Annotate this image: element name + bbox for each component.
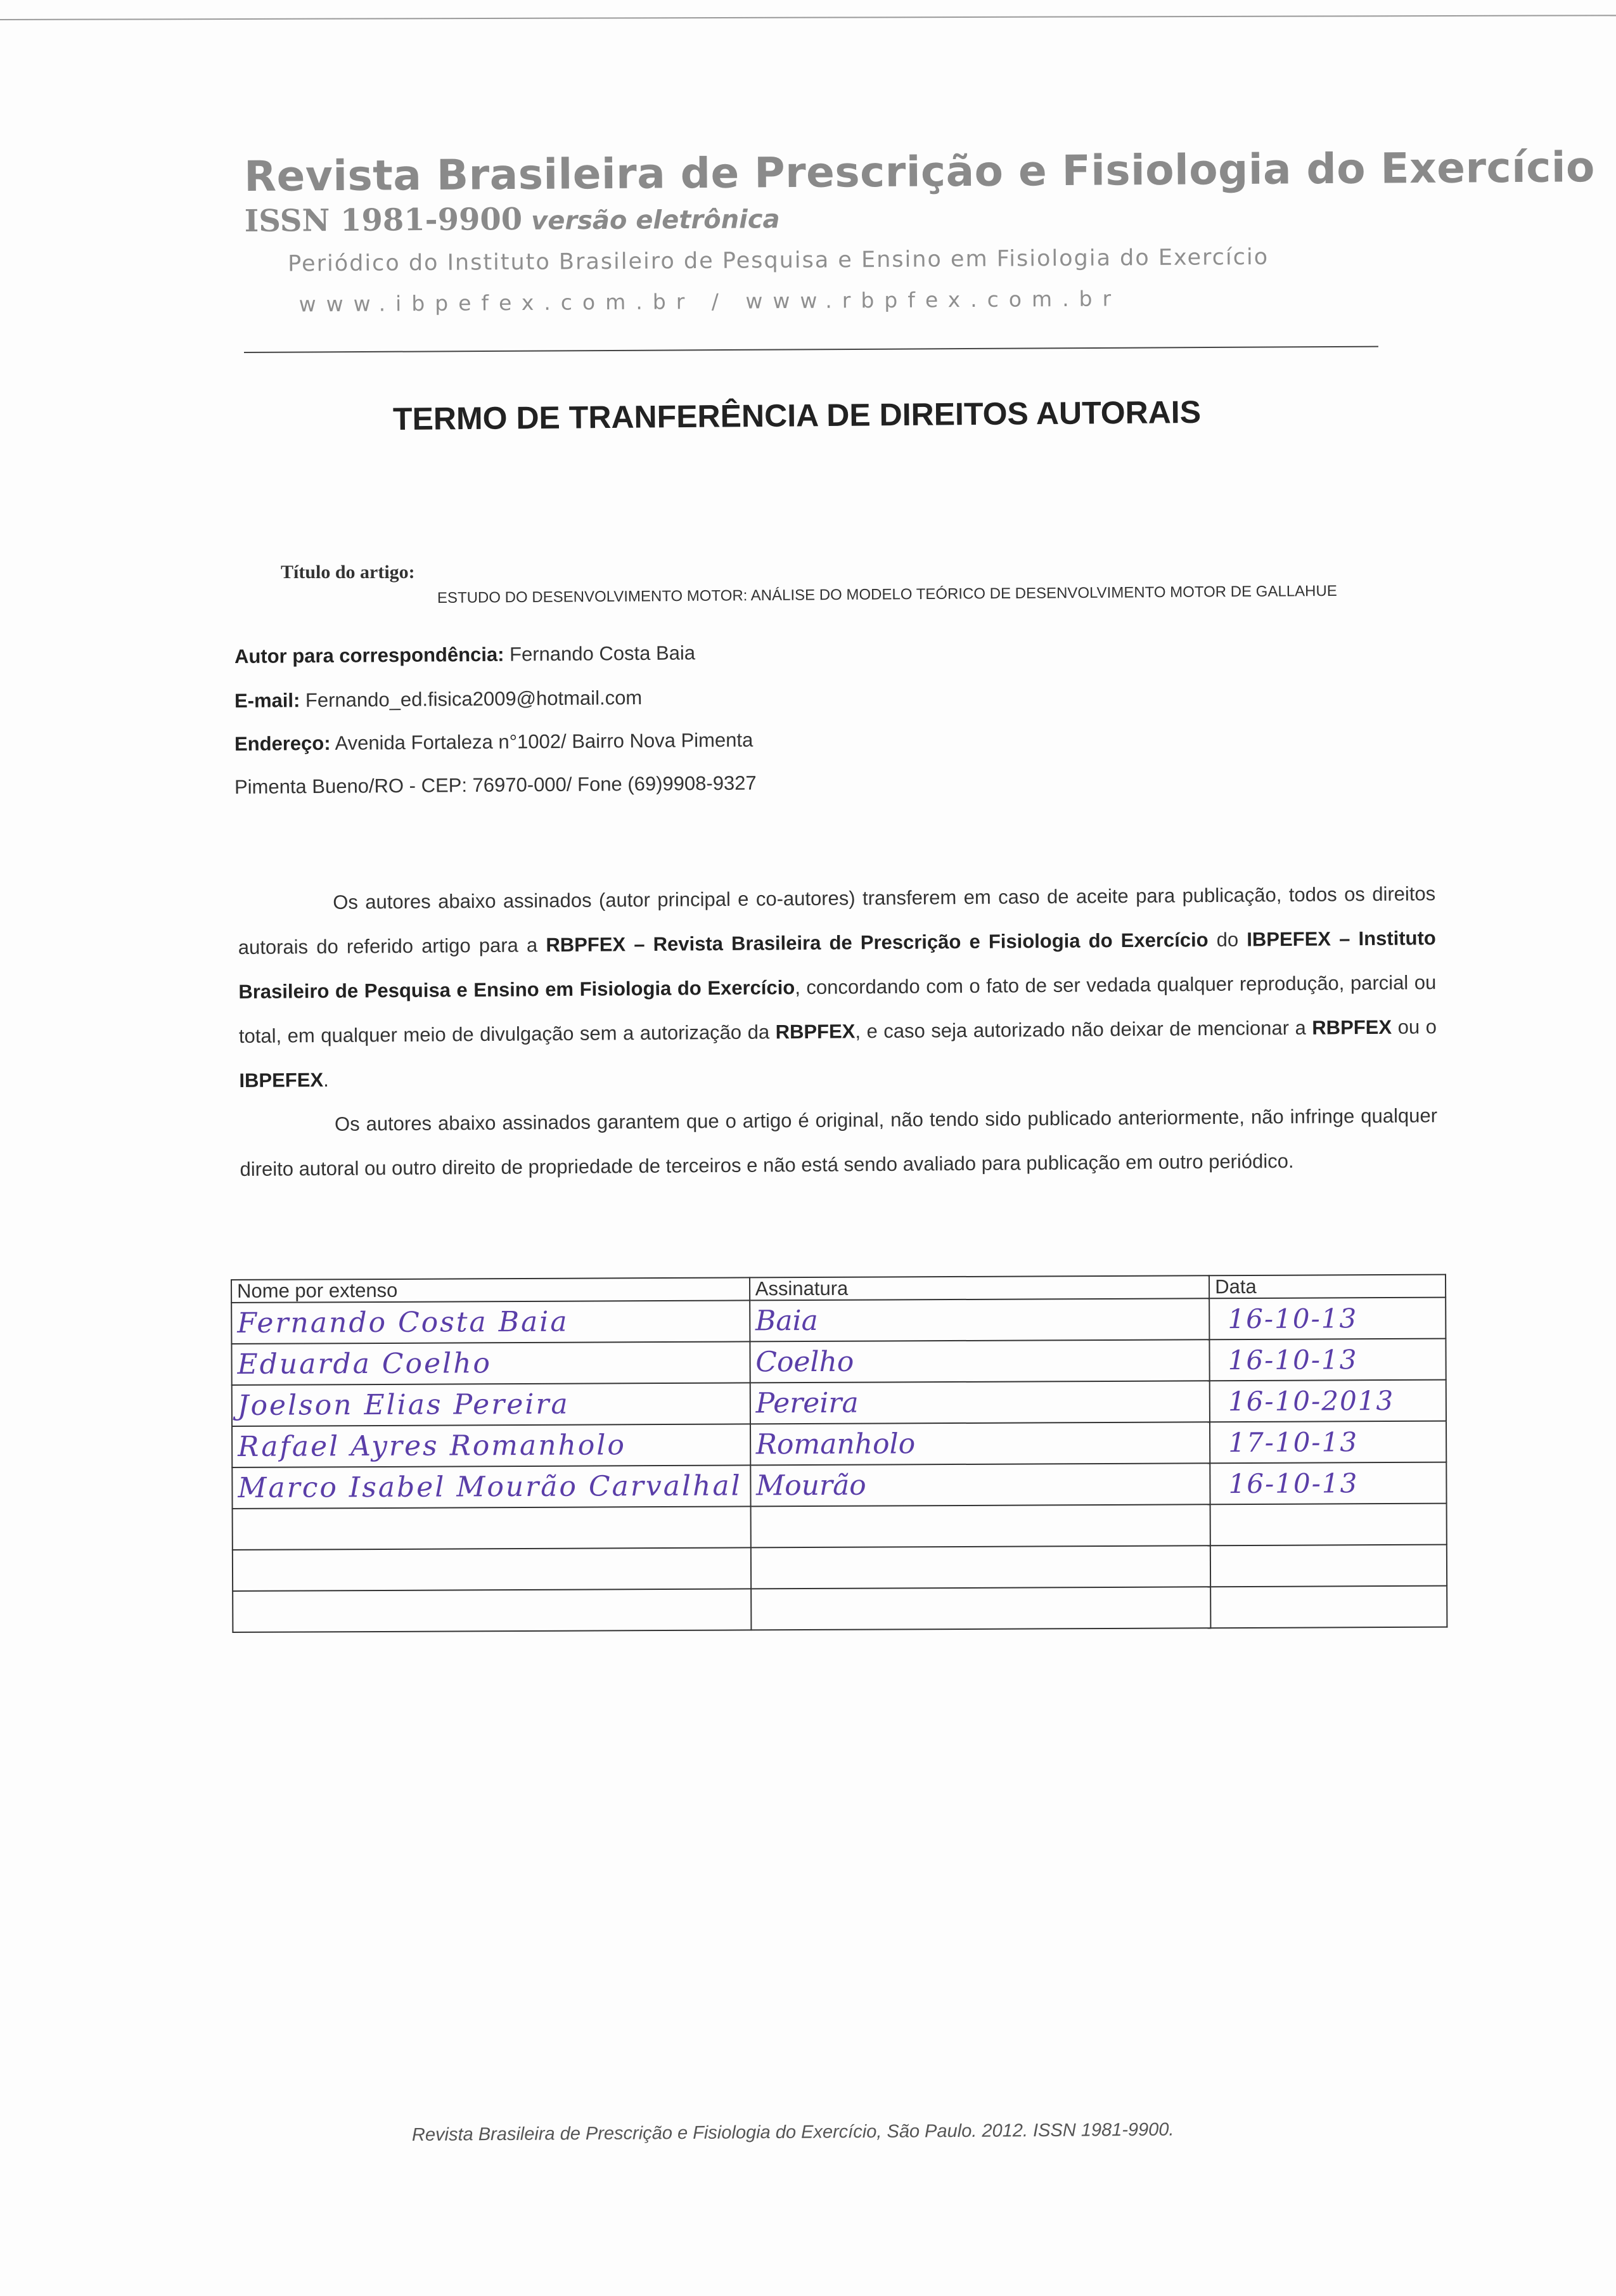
table-row bbox=[233, 1545, 1447, 1591]
date-cell bbox=[1210, 1380, 1446, 1422]
date-cell bbox=[1210, 1504, 1447, 1546]
issn-text: ISSN 1981-9900 bbox=[244, 201, 523, 239]
name-cell bbox=[231, 1341, 750, 1385]
handwritten-signature: Mourão bbox=[755, 1469, 866, 1502]
signature-cell bbox=[750, 1463, 1210, 1506]
signature-cell bbox=[751, 1587, 1211, 1630]
handwritten-name: Joelson Elias Pereira bbox=[237, 1388, 570, 1422]
name-cell bbox=[233, 1547, 751, 1591]
p1-bold: IBPEFEX – Instituto Brasileiro de Pesquisa e Ensino em Fisiologia do Exercício bbox=[238, 927, 1436, 1003]
p1-part: . bbox=[323, 1068, 329, 1091]
journal-header bbox=[244, 143, 1596, 317]
page-footer: Revista Brasileira de Prescrição e Fisiologia do Exercício, São Paulo. 2012. ISSN 1981-9900. bbox=[411, 2119, 1174, 2145]
table-row bbox=[232, 1380, 1446, 1426]
corresponding-author bbox=[234, 642, 695, 668]
address-label: Endereço: bbox=[234, 732, 331, 755]
handwritten-date: 17-10-13 bbox=[1228, 1426, 1359, 1459]
article-title: ESTUDO DO DESENVOLVIMENTO MOTOR: ANÁLISE DO MODELO TEÓRICO DE DESENVOLVIMENTO MOTOR DE GALLAHUE bbox=[437, 582, 1337, 607]
corr-label: Autor para correspondência: bbox=[234, 643, 504, 668]
handwritten-signature: Romanholo bbox=[755, 1428, 916, 1461]
signature-table bbox=[231, 1274, 1447, 1633]
name-cell bbox=[232, 1424, 750, 1467]
handwritten-date: 16-10-2013 bbox=[1228, 1384, 1395, 1417]
handwritten-date: 16-10-13 bbox=[1228, 1303, 1358, 1335]
p1-part: , e caso seja autorizado não deixar de mencionar a bbox=[855, 1016, 1312, 1043]
table-row bbox=[231, 1298, 1446, 1344]
p1-part: do bbox=[1208, 928, 1247, 951]
table-row bbox=[231, 1339, 1446, 1385]
body-text bbox=[238, 872, 1438, 1192]
address-value: Avenida Fortaleza n°1002/ Bairro Nova Pimenta bbox=[335, 728, 753, 754]
header-date: Data bbox=[1209, 1275, 1446, 1299]
paragraph-2: Os autores abaixo assinados garantem que o artigo é original, não tendo sido publicado anteriormente, não infringe qualquer direito autoral ou outro direito de propriedade de terceiros e não está sendo avaliado para publicação em outro periódico. bbox=[240, 1104, 1438, 1180]
journal-issn bbox=[245, 195, 1385, 239]
handwritten-name: Marco Isabel Mourão Carvalhal bbox=[238, 1469, 742, 1504]
name-cell bbox=[232, 1383, 750, 1426]
handwritten-name: Fernando Costa Baia bbox=[237, 1305, 569, 1339]
document-title: TERMO DE TRANFERÊNCIA DE DIREITOS AUTORAIS bbox=[392, 394, 1202, 437]
p1-part: ou o bbox=[1391, 1016, 1437, 1038]
handwritten-date: 16-10-13 bbox=[1228, 1344, 1358, 1376]
p1-part: , concordando com o fato de ser vedada qualquer reprodução, parcial ou total, em qualquer meio de divulgação sem a autorização da bbox=[238, 971, 1437, 1047]
version-text: versão eletrônica bbox=[531, 205, 780, 236]
signature-cell bbox=[750, 1298, 1210, 1341]
name-cell bbox=[233, 1506, 751, 1550]
signature-cell bbox=[750, 1422, 1210, 1465]
header-signature: Assinatura bbox=[750, 1275, 1210, 1300]
date-cell bbox=[1210, 1421, 1446, 1464]
table-row bbox=[232, 1421, 1446, 1467]
email-label: E-mail: bbox=[234, 689, 300, 712]
p1-bold: RBPFEX bbox=[1312, 1016, 1392, 1039]
handwritten-name: Rafael Ayres Romanholo bbox=[238, 1429, 627, 1463]
email-line bbox=[234, 687, 642, 713]
journal-title: Revista Brasileira de Prescrição e Fisiologia do Exercício bbox=[244, 143, 1596, 201]
name-cell bbox=[233, 1589, 751, 1632]
handwritten-date: 16-10-13 bbox=[1228, 1467, 1359, 1500]
journal-institute: Periódico do Instituto Brasileiro de Pesquisa e Ensino em Fisiologia do Exercício bbox=[288, 244, 1269, 277]
signature-cell bbox=[750, 1381, 1210, 1424]
handwritten-name: Eduarda Coelho bbox=[237, 1347, 492, 1381]
journal-websites: www.ibpefex.com.br / www.rbpfex.com.br bbox=[298, 286, 1122, 317]
date-cell bbox=[1209, 1298, 1446, 1340]
table-row bbox=[233, 1504, 1447, 1550]
handwritten-signature: Baia bbox=[755, 1304, 818, 1338]
date-cell bbox=[1210, 1545, 1447, 1587]
name-cell bbox=[232, 1465, 750, 1509]
email-value: Fernando_ed.fisica2009@hotmail.com bbox=[305, 686, 643, 712]
handwritten-signature: Pereira bbox=[755, 1386, 859, 1420]
address-line bbox=[234, 729, 753, 756]
signature-cell bbox=[750, 1339, 1210, 1383]
table-row bbox=[232, 1462, 1446, 1509]
header-divider bbox=[244, 346, 1378, 353]
p1-bold: RBPFEX bbox=[775, 1020, 856, 1043]
article-title-label: Título do artigo: bbox=[281, 562, 415, 583]
header-name: Nome por extenso bbox=[231, 1277, 750, 1303]
paragraph-1 bbox=[238, 872, 1437, 1103]
signature-cell bbox=[750, 1504, 1210, 1547]
corr-value: Fernando Costa Baia bbox=[509, 642, 696, 666]
city-line: Pimenta Bueno/RO - CEP: 76970-000/ Fone (69)9908-9327 bbox=[234, 771, 757, 798]
date-cell bbox=[1210, 1339, 1446, 1381]
name-cell bbox=[231, 1300, 750, 1344]
signature-cell bbox=[751, 1545, 1211, 1589]
date-cell bbox=[1210, 1586, 1447, 1628]
table-row bbox=[233, 1586, 1447, 1632]
scan-edge-line bbox=[0, 15, 1616, 20]
p1-bold: RBPFEX – Revista Brasileira de Prescrição e Fisiologia do Exercício bbox=[546, 928, 1209, 957]
date-cell bbox=[1210, 1462, 1446, 1505]
handwritten-signature: Coelho bbox=[755, 1345, 854, 1379]
p1-part: Os autores abaixo assinados (autor principal e co-autores) transferem em caso de aceite para publicação, todos os direitos autorais do referido artigo para a bbox=[238, 882, 1436, 958]
p1-bold: IBPEFEX bbox=[239, 1068, 324, 1092]
